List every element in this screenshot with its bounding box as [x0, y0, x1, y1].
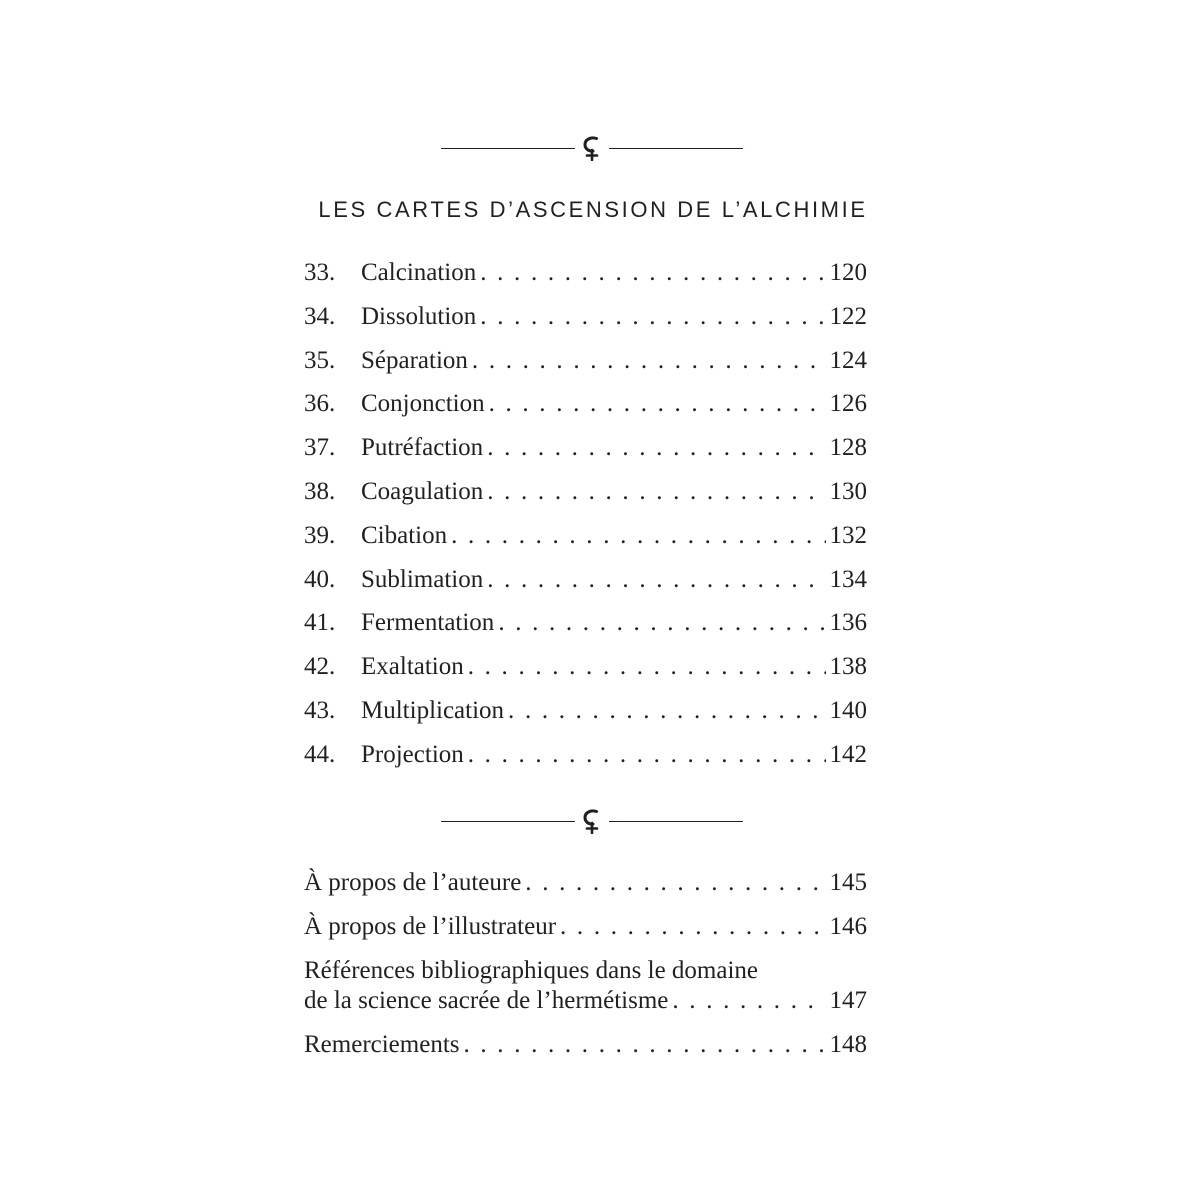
dot-leader [487, 565, 825, 595]
ornament-top [441, 133, 743, 163]
toc-entry-number: 36. [304, 390, 336, 418]
toc-entry-page: 120 [829, 259, 867, 286]
back-matter-entry[interactable] [304, 868, 867, 898]
back-matter-entry[interactable] [304, 1030, 867, 1060]
toc-entry-page: 142 [829, 740, 867, 768]
back-matter-title: À propos de l’auteure [304, 869, 522, 896]
toc-entry-title: Multiplication [361, 696, 505, 724]
ornament-rule-left [441, 148, 575, 149]
toc-entry[interactable] [304, 389, 867, 433]
back-matter-page: 145 [829, 869, 867, 896]
toc-entry-title: Dissolution [361, 302, 477, 330]
toc-entry[interactable] [304, 477, 867, 521]
back-matter-page: 146 [829, 913, 867, 940]
back-matter-page: 148 [829, 1031, 867, 1058]
toc-entry-title: Coagulation [361, 477, 484, 505]
ornament-rule-right [609, 148, 743, 149]
back-matter-title-line2: de la science sacrée de l’hermétisme [304, 987, 669, 1014]
back-matter-page: 147 [829, 987, 867, 1014]
dot-leader [672, 986, 825, 1016]
ornament-rule-left [441, 821, 575, 822]
toc-entry-title: Putréfaction [361, 434, 484, 462]
toc-entry-page: 138 [829, 653, 867, 681]
back-matter-list [304, 868, 867, 1074]
dot-leader [468, 740, 826, 770]
toc-entry[interactable] [304, 302, 867, 346]
toc-entry[interactable] [304, 258, 867, 302]
dot-leader [487, 433, 825, 463]
ornament-rule-right [609, 821, 743, 822]
toc-entry-page: 136 [829, 609, 867, 637]
back-matter-entry[interactable] [304, 956, 867, 1016]
section-heading: LES CARTES D’ASCENSION DE L’ALCHIMIE [318, 197, 868, 222]
dot-leader [451, 521, 825, 551]
toc-entry-number: 35. [304, 346, 336, 374]
toc-entry-number: 42. [304, 653, 336, 681]
toc-entry-page: 134 [829, 565, 867, 593]
toc-entry-number: 40. [304, 565, 336, 593]
toc-entry-page: 124 [829, 346, 867, 374]
toc-entry-number: 33. [304, 259, 336, 286]
toc-entry-page: 128 [829, 434, 867, 462]
dot-leader [480, 302, 825, 332]
dot-leader [498, 608, 825, 638]
dot-leader [508, 696, 825, 726]
toc-entry[interactable] [304, 433, 867, 477]
toc-entry-number: 39. [304, 521, 336, 549]
toc-entry-title: Conjonction [361, 390, 485, 418]
toc-entry[interactable] [304, 652, 867, 696]
toc-entry[interactable] [304, 740, 867, 784]
toc-entry-page: 130 [829, 477, 867, 505]
toc-entry-title: Calcination [361, 259, 477, 286]
toc-entry-title: Fermentation [361, 609, 495, 637]
toc-entry-number: 38. [304, 477, 336, 505]
toc-entry[interactable] [304, 608, 867, 652]
toc-entry-page: 140 [829, 696, 867, 724]
toc-entry-number: 34. [304, 302, 336, 330]
toc-entry-number: 37. [304, 434, 336, 462]
dot-leader [487, 477, 825, 507]
toc-entry-title: Séparation [361, 346, 468, 374]
back-matter-title: Remerciements [304, 1031, 460, 1058]
toc-entry[interactable] [304, 696, 867, 740]
back-matter-title: À propos de l’illustrateur [304, 913, 557, 940]
toc-entry-title: Exaltation [361, 653, 464, 681]
ornament-bottom [441, 806, 743, 836]
dot-leader [480, 258, 825, 288]
toc-entry[interactable] [304, 565, 867, 609]
back-matter-entry[interactable] [304, 912, 867, 942]
toc-entry-number: 41. [304, 609, 336, 637]
toc-entry-title: Projection [361, 740, 464, 768]
dot-leader [464, 1030, 826, 1060]
dot-leader [525, 868, 825, 898]
dot-leader [489, 389, 826, 419]
dot-leader [560, 912, 825, 942]
toc-entry-page: 132 [829, 521, 867, 549]
toc-entry[interactable] [304, 521, 867, 565]
venus-sign-icon [575, 808, 609, 834]
toc-entry[interactable] [304, 346, 867, 390]
dot-leader [472, 346, 826, 376]
toc-entry-page: 122 [829, 302, 867, 330]
toc-entry-title: Cibation [361, 521, 448, 549]
toc-list [304, 258, 867, 784]
venus-sign-icon [575, 135, 609, 161]
toc-entry-page: 126 [829, 390, 867, 418]
toc-entry-number: 44. [304, 740, 336, 768]
dot-leader [468, 652, 826, 682]
toc-entry-number: 43. [304, 696, 336, 724]
back-matter-title-line1: Références bibliographiques dans le domaine [304, 957, 759, 984]
toc-entry-title: Sublimation [361, 565, 484, 593]
